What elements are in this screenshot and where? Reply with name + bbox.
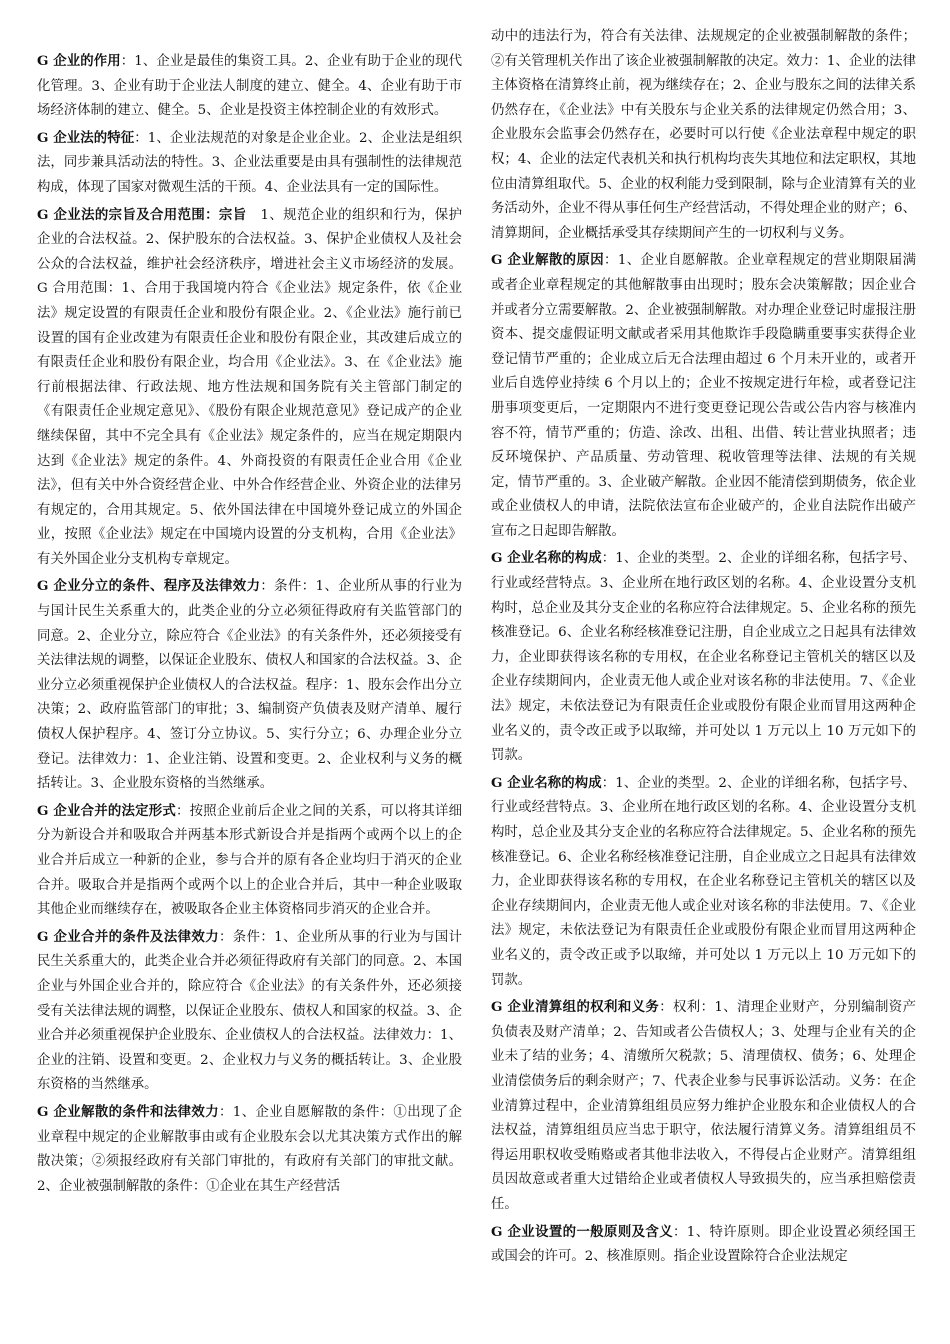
paragraph-merger-conditions — [37, 925, 462, 1098]
paragraph-body: ：1、企业的类型。2、企业的详细名称，包括字号、行业或经营特点。3、企业所在地行政区划的名称。4、企业设置分支机构时，总企业及其分支企业的名称应符合法律规定。5、企业名称的预先核准登记。6、企业名称经核准登记注册，自企业成立之日起具有法律效力，企业即获得该名称的专用权，在企业名称登记主管机关的辖区以及企业存续期间内，企业责无他人或企业对该名称的非法使用。7、《企业法》规定，未依法登记为有限责任企业或股份有限企业而冒用这两种企业名义的，责令改正或予以取缔，并可处以 1 万元以上 10 万元如下的罚款。 — [491, 775, 916, 988]
paragraph-company-division — [37, 574, 462, 796]
paragraph-heading: G 企业设置的一般原则及含义 — [491, 1223, 673, 1240]
paragraph-body: ：1、企业法规范的对象是企业企业。2、企业法是组织法，同步兼具活动法的特性。3、企业法重要是由具有强制性的法律规范构成，体现了国家对微观生活的干预。4、企业法具有一定的国际性。 — [37, 130, 462, 195]
paragraph-body: ：1、企业自愿解散的条件：①出现了企业章程中规定的企业解散事由或有企业股东会以尤其决策方式作出的解散决策；②须报经政府有关部门审批的，有政府有关部门的审批文献。2、企业被强制解散的条件：①企业在其生产经营活 — [37, 1104, 462, 1194]
paragraph-heading: G 企业分立的条件、程序及法律效力 — [37, 578, 261, 595]
paragraph-heading: G 企业名称的构成 — [491, 774, 602, 791]
paragraph-dissolution-conditions — [37, 1100, 462, 1199]
paragraph-merger-forms — [37, 799, 462, 923]
paragraph-company-functions — [37, 49, 462, 124]
paragraph-body: 动中的违法行为，符合有关法律、法规规定的企业被强制解散的条件；②有关管理机关作出了该企业被强制解散的决定。效力：1、企业的法律主体资格在清算终止前，视为继续存在；2、企业与股东之间的法律关系仍然存在，《企业法》中有关股东与企业关系的法律规定仍然合用；3、企业股东会监事会仍然存在，必要时可以行使《企业法章程中规定的职权；4、企业的法定代表机关和执行机构均丧失其地位和法定职权，其地位由清算组取代。5、企业的权利能力受到限制，除与企业清算有关的业务活动外，企业不得从事任何生产经营活动，不得处理企业的财产；6、清算期间，企业概括承受其存续期间产生的一切权利与义务。 — [491, 29, 916, 241]
paragraph-dissolution-continued — [491, 24, 916, 246]
paragraph-body: ：按照企业前后企业之间的关系，可以将其详细分为新设合并和吸取合并两基本形式新设合并是指两个或两个以上的企业合并后成立一种新的企业，参与合并的原有各企业均归于消灭的企业合并。吸取合并是指两个或两个以上的企业合并后，其中一种企业吸取其他企业而继续存在，被吸取各企业主体资格同步消灭的企业合并。 — [37, 803, 462, 918]
paragraph-heading: G 企业解散的原因 — [491, 252, 605, 269]
paragraph-body: ：权利：1、清理企业财产，分别编制资产负债表及财产清单；2、告知或者公告债权人；3、处理与企业有关的企业未了结的业务；4、清缴所欠税款；5、清理债权、债务；6、处理企业清偿债务后的剩余财产；7、代表企业参与民事诉讼活动。义务：在企业清算过程中，企业清算组组员应努力维护企业股东和企业债权人的合法权益，清算组组员应当忠于职守，依法履行清算义务。清算组组员不得运用职权收受贿赂或者其他非法收入，不得侵占企业财产。清算组组员因故意或者重大过错给企业或者债权人导致损失的，应当承担赔偿责任。 — [491, 1000, 916, 1212]
paragraph-company-name-2 — [491, 771, 916, 993]
paragraph-body: ：条件：1、企业所从事的行业为与国计民生关系重大的，此类企业合并必须征得政府有关部门的同意。2、本国企业与外国企业合并的，除应符合《企业法》的有关条件外，还必须接受有关法律法规的调整，以保证企业股东、债权人和国家的权益。3、企业合并必须重视保护企业股东、企业债权人的合法权益。法律效力：1、企业的注销、设置和变更。2、企业权力与义务的概括转让。3、企业股东资格的当然继承。 — [37, 929, 462, 1093]
paragraph-body: ：1、企业是最佳的集资工具。2、企业有助于企业的现代化管理。3、企业有助于企业法人制度的建立、健全。4、企业有助于市场经济体制的建立、健全。5、企业是投资主体控制企业的有效形式。 — [37, 54, 462, 119]
paragraph-heading: G 企业合并的法定形式 — [37, 802, 177, 819]
paragraph-company-name-1 — [491, 546, 916, 768]
paragraph-heading: G 企业名称的构成 — [491, 550, 602, 567]
paragraph-heading: G 企业合并的条件及法律效力 — [37, 928, 219, 945]
paragraph-dissolution-reasons — [491, 248, 916, 544]
paragraph-body: ：1、企业自愿解散。企业章程规定的营业期限届满或者企业章程规定的其他解散事由出现时；股东会决策解散；因企业合并或者分立需要解散。2、企业被强制解散。对办理企业登记时虚报注册资本、提交虚假证明文献或者采用其他欺诈手段隐瞒重要事实获得企业登记情节严重的；企业成立后无合法理由超过 6 个月未开业的，或者开业后自选停业持续 6 个月以上的；企业不按规定进行年检，或者登记注册事项变更后，一定期限内不进行变更登记现公告或公告内容与核准内容不符，情节严重的；仿造、涂改、出租、出借、转让营业执照者；违反环境保护、产品质量、劳动管理、税收管理等法律、法规的有关规定，情节严重的。3、企业破产解散。企业因不能清偿到期债务，依企业或企业债权人的申请，法院依法宣布企业破产的，企业自法院作出破产宣布之日起即告解散。 — [491, 253, 916, 539]
paragraph-heading: G 企业解散的条件和法律效力 — [37, 1103, 219, 1120]
paragraph-heading: G 企业法的宗旨及合用范围：宗旨 — [37, 206, 247, 223]
paragraph-body: ：1、企业的类型。2、企业的详细名称，包括字号、行业或经营特点。3、企业所在地行政区划的名称。4、企业设置分支机构时，总企业及其分支企业的名称应符合法律规定。5、企业名称的预先核准登记。6、企业名称经核准登记注册，自企业成立之日起具有法律效力，企业即获得该名称的专用权，在企业名称登记主管机关的辖区以及企业存续期间内，企业责无他人或企业对该名称的非法使用。7、《企业法》规定，未依法登记为有限责任企业或股份有限企业而冒用这两种企业名义的，责令改正或予以取缔，并可处以 1 万元以上 10 万元如下的罚款。 — [491, 551, 916, 764]
paragraph-body: 1、规范企业的组织和行为，保护企业的合法权益。2、保护股东的合法权益。3、保护企业债权人及社会公众的合法权益，维护社会经济秩序，增进社会主义市场经济的发展。G 合用范围：1、合用于我国境内符合《企业法》规定条件，依《企业法》规定设置的有限责任企业和股份有限企业。2、《企业法》施行前已设置的国有企业改建为有限责任企业和股份有限企业，其改建后成立的有限责任企业和股份有限企业，均合用《企业法》。3、在《企业法》施行前根据法律、行政法规、地方性法规和国务院有关主管部门制定的《有限责任企业规定意见》、《股份有限企业规范意见》登记成产的企业继续保留，其中不完全具有《企业法》规定条件的，应当在规定期限内达到《企业法》规定的条件。4、外商投资的有限责任企业合用《企业法》，但有关中外合资经营企业、中外合作经营企业、外资企业的法律另有规定的，合用其规定。5、依外国法律在中国境外登记成立的外国企业，按照《企业法》规定在中国境内设置的分支机构，合用《企业法》有关外国企业分支机构专章规定。 — [37, 207, 462, 567]
paragraph-liquidation-group — [491, 995, 916, 1217]
paragraph-body: ：条件：1、企业所从事的行业为与国计民生关系重大的，此类企业的分立必须征得政府有关监管部门的同意。2、企业分立，除应符合《企业法》的有关条件外，还必须接受有关法律法规的调整，以保证企业股东、债权人和国家的合法权益。3、企业分立必须重视保护企业债权人的合法权益。程序：1、股东会作出分立决策；2、政府监管部门的审批；3、编制资产负债表及财产清单、履行债权人保护程序。4、签订分立协议。5、实行分立；6、办理企业分立登记。法律效力：1、企业注销、设置和变更。2、企业权利与义务的概括转让。3、企业股东资格的当然继承。 — [37, 579, 462, 792]
paragraph-law-purpose-scope — [37, 203, 462, 573]
paragraph-heading: G 企业清算组的权利和义务 — [491, 999, 660, 1016]
paragraph-heading: G 企业的作用 — [37, 53, 121, 69]
paragraph-heading: G 企业法的特征 — [37, 129, 135, 146]
paragraph-body: ：1、特许原则。即企业设置必须经国王或国会的许可。2、核准原则。指企业设置除符合企业法规定 — [491, 1224, 916, 1265]
paragraph-establishment-principles — [491, 1220, 916, 1270]
left-column — [37, 0, 462, 1201]
right-column — [491, 0, 916, 1272]
paragraph-company-law-features — [37, 126, 462, 201]
